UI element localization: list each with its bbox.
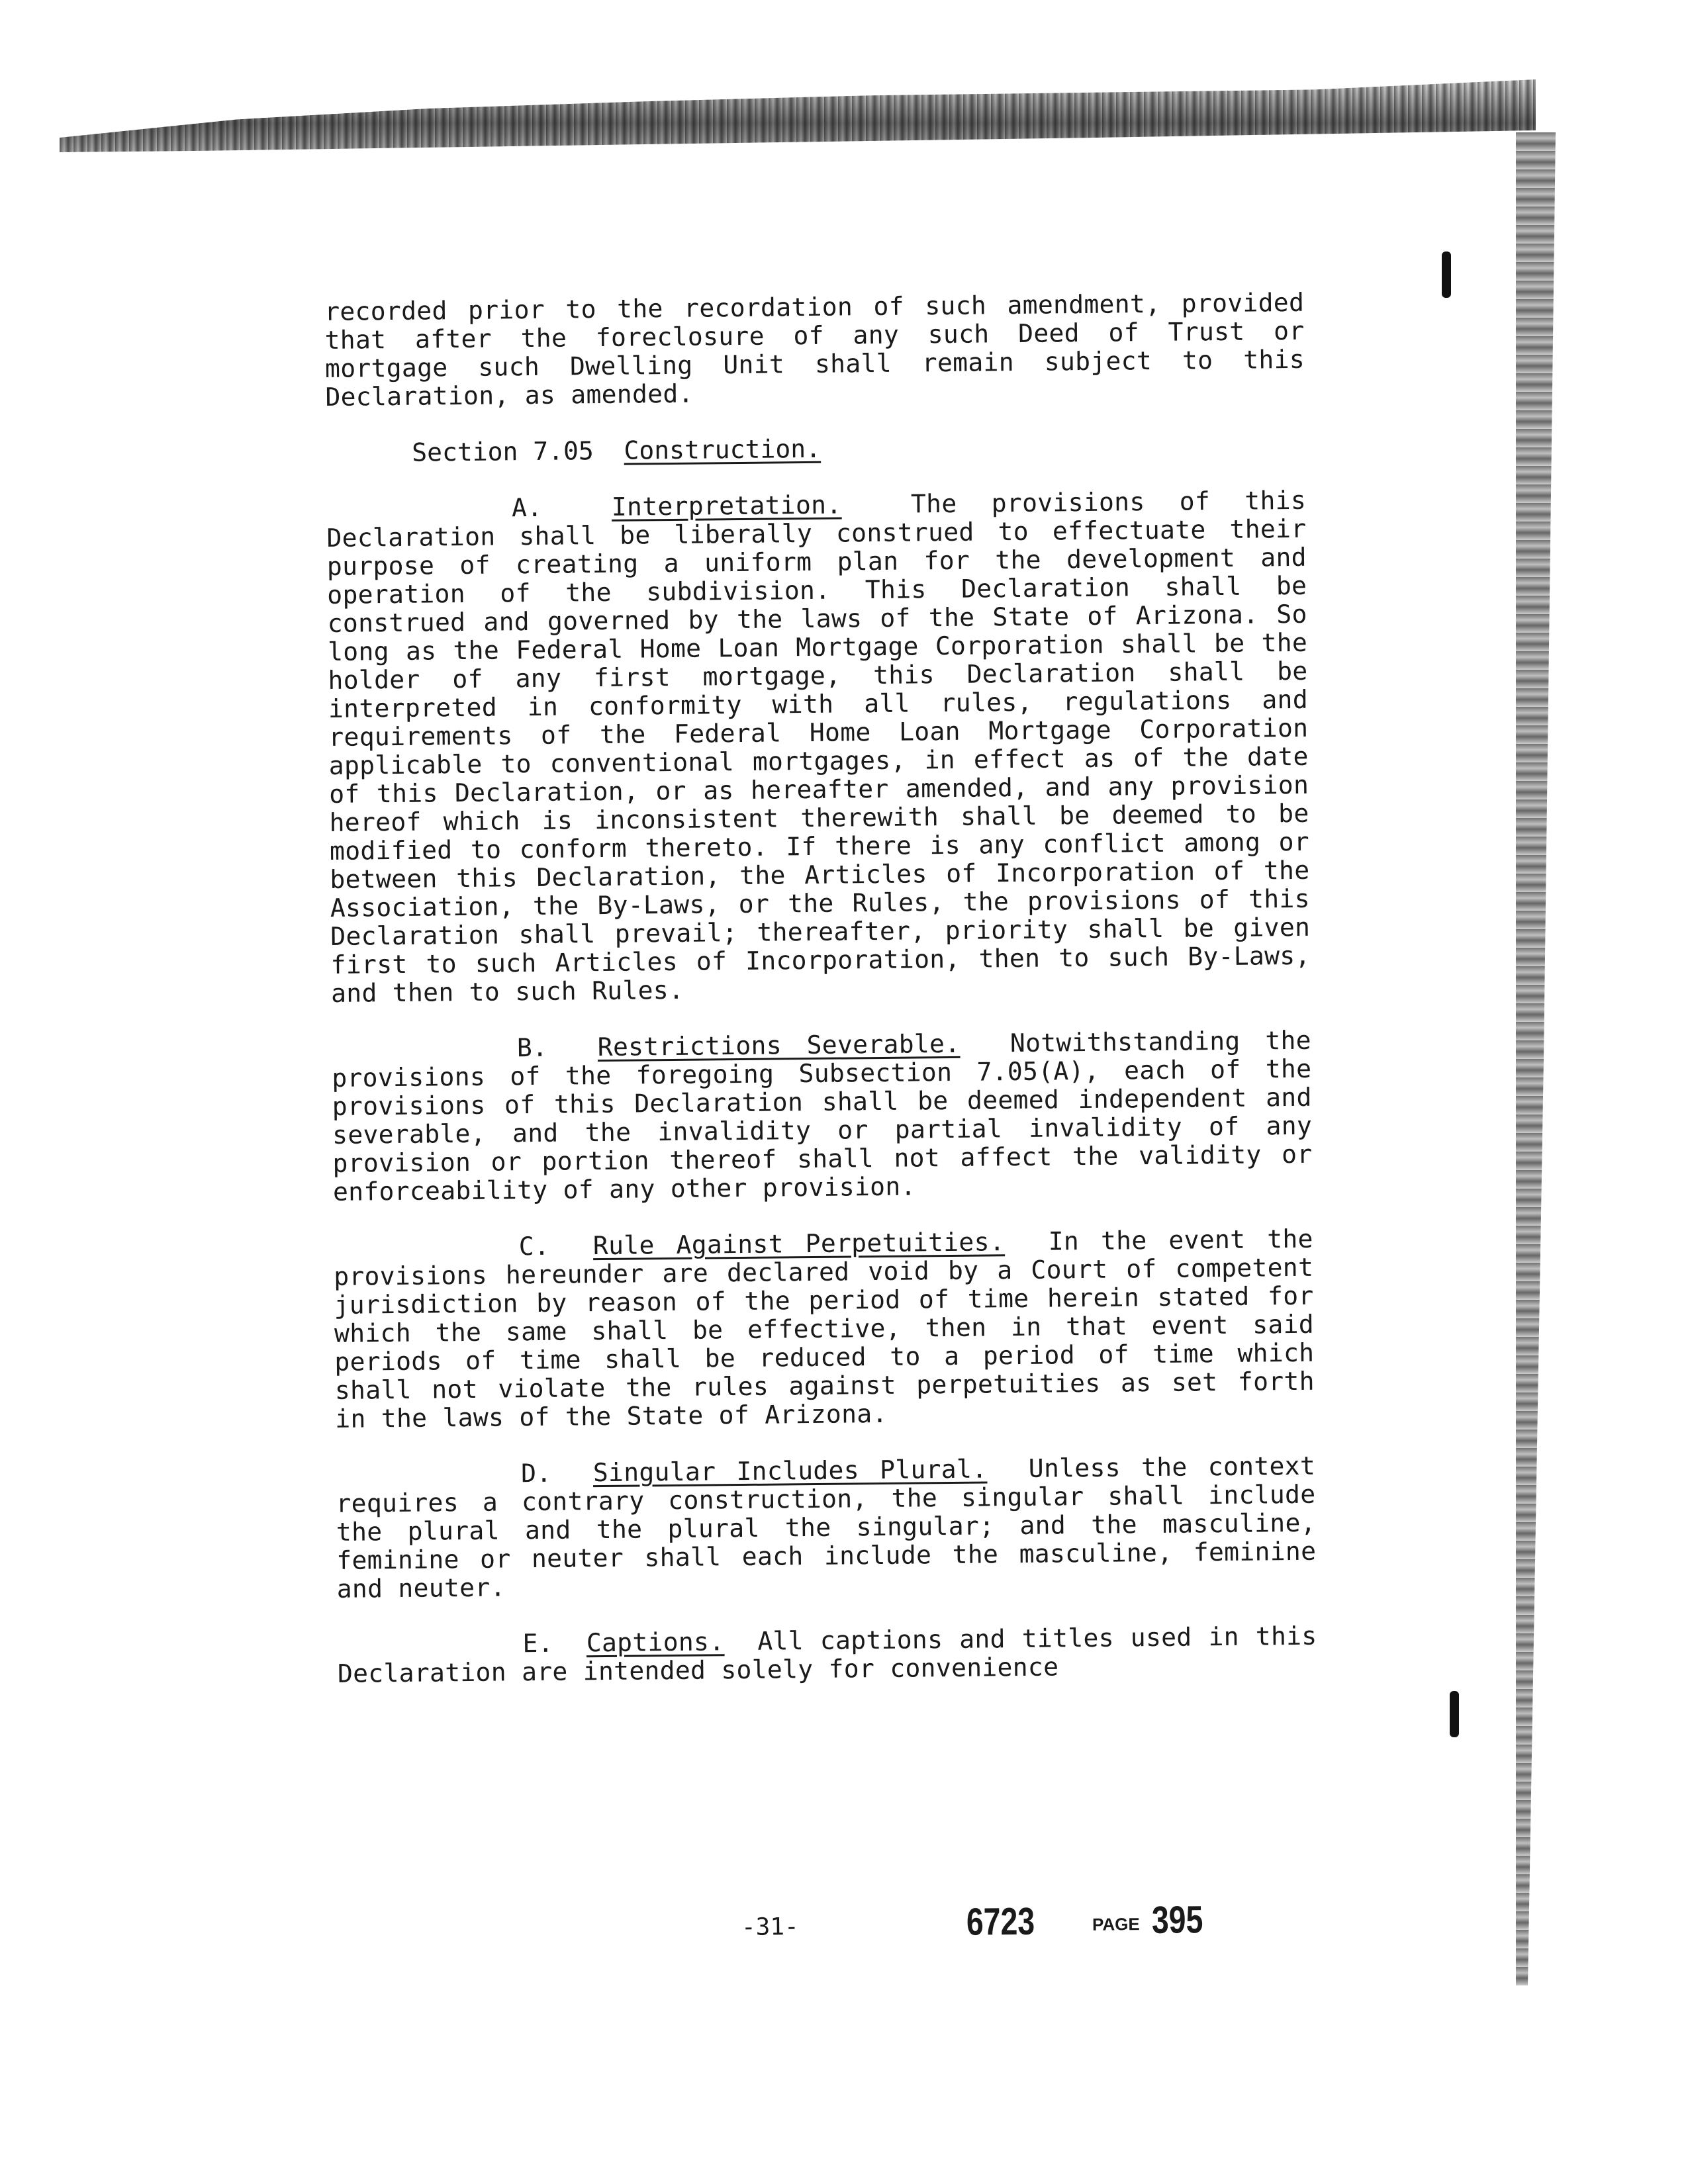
subsection-text: Notwithstanding the provisions of the foregoing Subsection 7.05(A), each of the provisions of this Declaration shall be deemed independent and severable, and the invalidity or partial invalidity of any provision or portion thereof shall not affect the validity or enforceability of any other provision. — [332, 1025, 1313, 1206]
subsection-c — [334, 1225, 1315, 1433]
subsection-title: Captions. — [586, 1627, 725, 1658]
subsection-title: Singular Includes Plural. — [592, 1454, 988, 1488]
page-footer — [741, 1897, 1272, 1955]
continuation-paragraph: recorded prior to the recordation of such amendment, provided that after the foreclosure of any such Deed of Trust or mortgage such Dwelling Unit shall remain subject to this Declaration, as amended. — [324, 287, 1305, 412]
subsection-title: Restrictions Severable. — [597, 1028, 961, 1062]
subsection-text: All captions and titles used in this Declaration are intended solely for convenience — [337, 1621, 1317, 1688]
subsection-a — [326, 486, 1311, 1008]
subsection-e — [337, 1622, 1317, 1688]
subsection-text: Unless the context requires a contrary construction, the singular shall include the plural and the plural the singular; and the masculine, feminine or neuter shall each include the masculine, feminine and neuter. — [336, 1451, 1317, 1604]
subsection-text: The provisions of this Declaration shall be liberally construed to effectuate their purpose of creating a uniform plan for the development and operation of the subdivision. This Declaration shall be construed and governed by the laws of the State of Arizona. So long as the Federal Home Loan Mortgage Corporation shall be the holder of any first mortgage, this Declaration shall be interpreted in conformity with all rules, regulations and requirements of the Federal Home Loan Mortgage Corporation applicable to conventional mortgages, in effect as of the date of this Declaration, or as hereafter amended, and any provision hereof which is inconsistent therewith shall be deemed to be modified to conform thereto. If there is any conflict among or between this Declaration, the Articles of Incorporation of the Association, the By-Laws, or the Rules, the provisions of this Declaration shall prevail; thereafter, priority shall be given first to such Articles of Incorporation, then to such By-Laws, and then to such Rules. — [326, 485, 1311, 1008]
margin-mark-middle — [1450, 1691, 1459, 1737]
page-label-stamp: PAGE — [1092, 1914, 1140, 1934]
subsection-b — [332, 1026, 1313, 1206]
document-body — [324, 289, 1318, 1716]
section-heading — [412, 430, 1305, 467]
subsection-letter: B. — [516, 1032, 548, 1063]
page-number: -31- — [741, 1913, 799, 1941]
subsection-title: Rule Against Perpetuities. — [592, 1227, 1006, 1261]
page-edge-shadow — [1516, 132, 1556, 1985]
book-number-stamp: 6723 — [966, 1899, 1035, 1944]
section-title: Construction. — [624, 433, 821, 465]
subsection-letter: C. — [518, 1231, 550, 1261]
margin-mark-top — [1442, 251, 1451, 298]
recorded-page-stamp: 395 — [1151, 1898, 1203, 1942]
scan-noise-band — [60, 79, 1536, 152]
subsection-text: In the event the provisions hereunder are declared void by a Court of competent jurisdiction by reason of the period of time herein stated for which the same shall be effective, then in that event said periods of time shall be reduced to a period of time which shall not violate the rules against perpetuities as set forth in the laws of the State of Arizona. — [333, 1224, 1315, 1433]
subsection-letter: E. — [522, 1628, 554, 1659]
subsection-title: Interpretation. — [611, 490, 842, 522]
subsection-d — [336, 1452, 1317, 1604]
subsection-letter: A. — [511, 492, 543, 523]
section-number: Section 7.05 — [412, 436, 594, 467]
subsection-letter: D. — [520, 1458, 552, 1488]
